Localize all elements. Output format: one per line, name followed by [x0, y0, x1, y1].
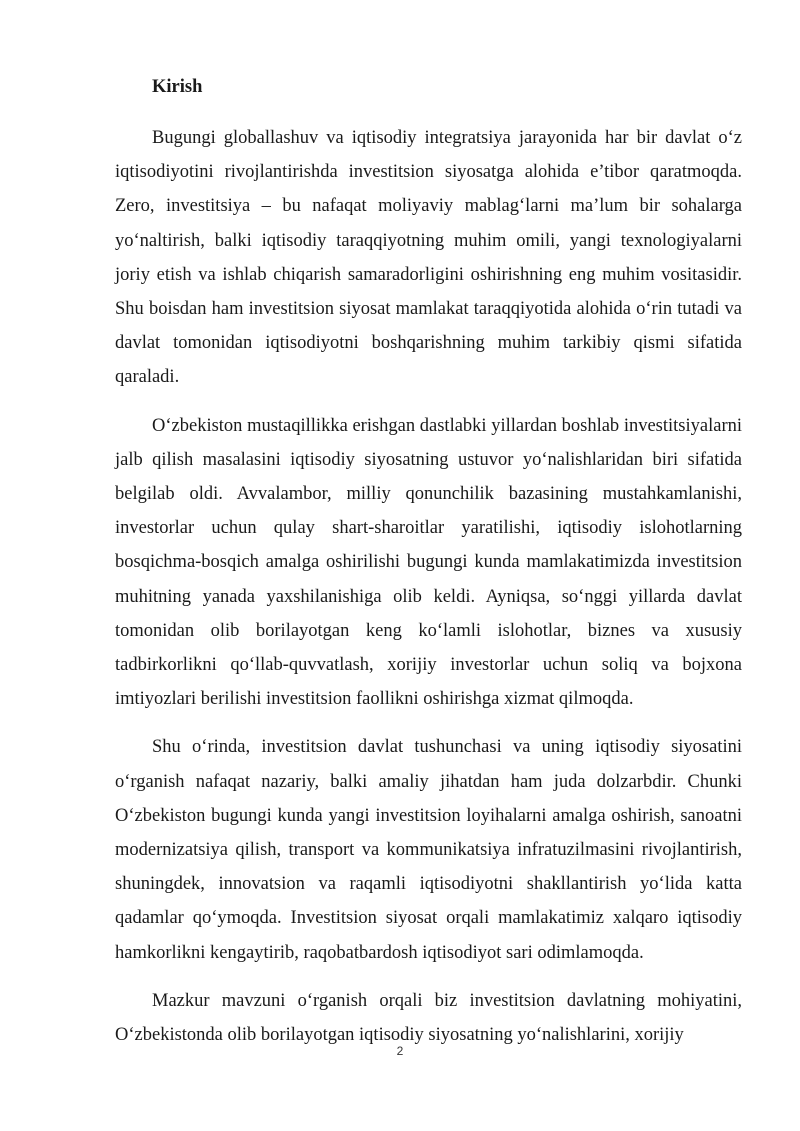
page-number: 2: [396, 1044, 404, 1058]
paragraph-1: Bugungi globallashuv va iqtisodiy integratsiya jarayonida har bir davlat o‘z iqtisodiyotini rivojlantirishda investitsion siyosatga alohida e’tibor qaratmoqda. Zero, investitsiya – bu nafaqat moliyaviy mablag‘larni ma’lum bir sohalarga yo‘naltirish, balki iqtisodiy taraqqiyotning muhim omili, yangi texnologiyalarni joriy etish va ishlab chiqarish samaradorligini oshirishning eng muhim vositasidir. Shu boisdan ham investitsion siyosat mamlakat taraqqiyotida alohida o‘rin tutadi va davlat tomonidan iqtisodiyotni boshqarishning muhim tarkibiy qismi sifatida qaraladi.: [115, 128, 742, 388]
body-text: [115, 121, 742, 1066]
section-heading: Kirish: [152, 77, 203, 97]
paragraph-2: O‘zbekiston mustaqillikka erishgan dastlabki yillardan boshlab investitsiyalarni jalb qilish masalasini iqtisodiy siyosatning ustuvor yo‘nalishlaridan biri sifatida belgilab oldi. Avvalambor, milliy qonunchilik bazasining mustahkamlanishi, investorlar uchun qulay shart-sharoitlar yaratilishi, iqtisodiy islohotlarning bosqichma-bosqich amalga oshirilishi bugungi kunda mamlakatimizda investitsion muhitning yanada yaxshilanishiga olib keldi. Ayniqsa, so‘nggi yillarda davlat tomonidan olib borilayotgan keng ko‘lamli islohotlar, biznes va xususiy tadbirkorlikni qo‘llab-quvvatlash, xorijiy investorlar uchun soliq va bojxona imtiyozlari berilishi investitsion faollikni oshirishga xizmat qilmoqda.: [115, 415, 742, 710]
paragraph-4: Mazkur mavzuni o‘rganish orqali biz investitsion davlatning mohiyatini, O‘zbekistonda olib borilayotgan iqtisodiy siyosatning yo‘nalishlarini, xorijiy: [115, 990, 742, 1046]
paragraph-3: Shu o‘rinda, investitsion davlat tushunchasi va uning iqtisodiy siyosatini o‘rganish nafaqat nazariy, balki amaliy jihatdan ham juda dolzarbdir. Chunki O‘zbekiston bugungi kunda yangi investitsion loyihalarni amalga oshirish, sanoatni modernizatsiya qilish, transport va kommunikatsiya infratuzilmasini rivojlantirish, shuningdek, innovatsion va raqamli iqtisodiyotni shakllantirish yo‘lida katta qadamlar qo‘ymoqda. Investitsion siyosat orqali mamlakatimiz xalqaro iqtisodiy hamkorlikni kengaytirib, raqobatbardosh iqtisodiyot sari odimlamoqda.: [115, 737, 742, 963]
